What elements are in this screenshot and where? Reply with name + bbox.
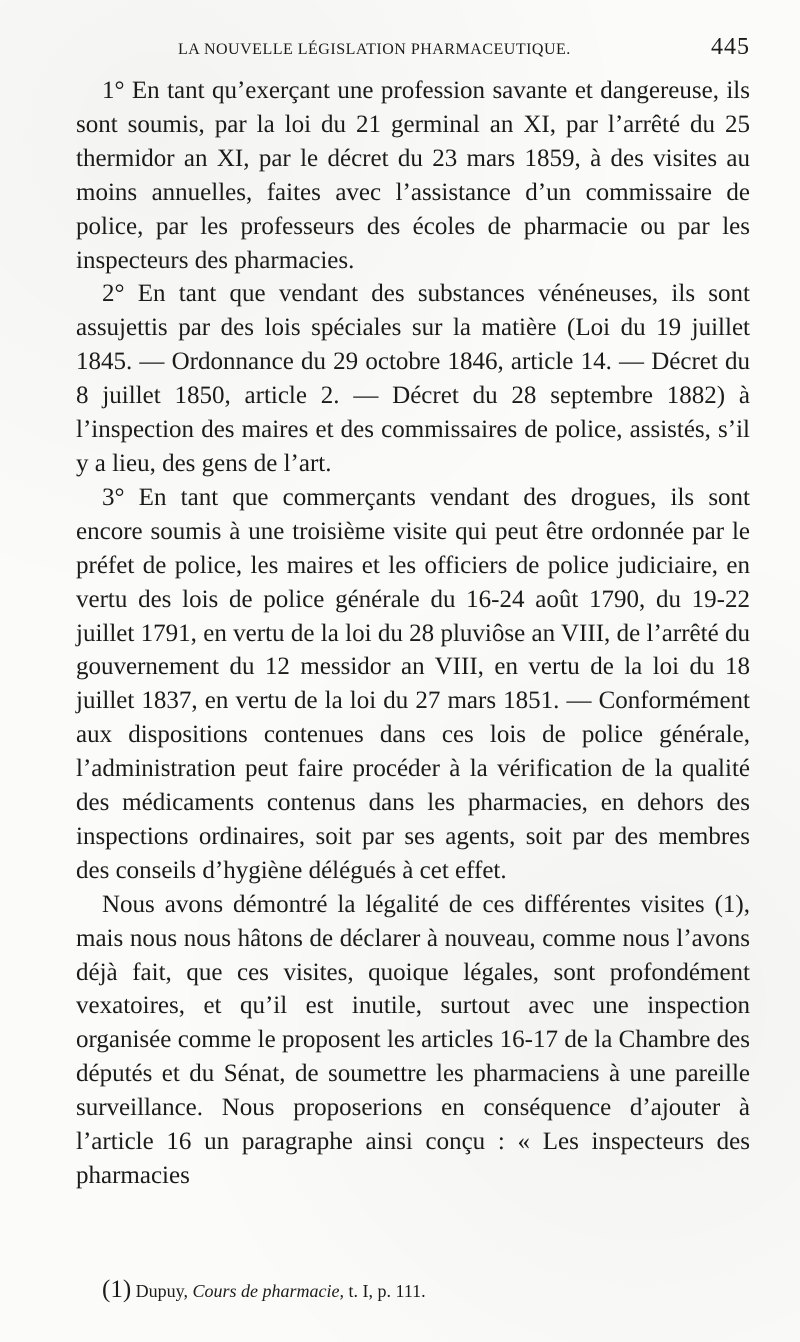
paragraph-4: Nous avons démontré la légalité de ces différentes visites (1), mais nous nous hâtons de déclarer à nouveau, comme nous l’avons déjà fait, que ces visites, quoique légales, sont profondément vexatoires, et qu’il est inutile, surtout avec une inspection organisée comme le proposent les articles 16-17 de la Chambre des députés et du Sénat, de soumettre les pharmaciens à une pareille surveillance. Nous proposerions en conséquence d’ajouter à l’article 16 un paragraphe ainsi conçu : « Les inspecteurs des pharmacies <box>76 890 750 1189</box>
footnote-work: Cours de pharmacie, <box>192 1281 344 1301</box>
running-title: LA NOUVELLE LÉGISLATION PHARMACEUTIQUE. <box>178 41 571 58</box>
paragraph-1: 1° En tant qu’exerçant une profession savante et dangereuse, ils sont soumis, par la loi du 21 germinal an XI, par l’arrêté du 25 thermidor an XI, par le décret du 23 mars 1859, à des visites au moins annuelles, faites avec l’assistance d’un commissaire de police, par les professeurs des écoles de pharmacie ou par les inspecteurs des pharmacies. <box>76 77 750 274</box>
paragraph-2: 2° En tant que vendant des substances vénéneuses, ils sont assujettis par des lois spéciales sur la matière (Loi du 19 juillet 1845. — Ordonnance du 29 octobre 1846, article 14. — Décret du 8 juillet 1850, article 2. — Décret du 28 septembre 1882) à l’inspection des maires et des commissaires de police, assistés, s’il y a lieu, des gens de l’art. <box>76 280 750 477</box>
paragraph-3: 3° En tant que commerçants vendant des drogues, ils sont encore soumis à une troisième visite qui peut être ordonnée par le préfet de police, les maires et les officiers de police judiciaire, en vertu des lois de police générale du 16-24 août 1790, du 19-22 juillet 1791, en vertu de la loi du 28 pluviôse an VIII, de l’arrêté du gouvernement du 12 messidor an VIII, en vertu de la loi du 18 juillet 1837, en vertu de la loi du 27 mars 1851. — Conformément aux dispositions contenues dans ces lois de police générale, l’administration peut faire procéder à la vérification de la qualité des médicaments contenus dans les pharmacies, en dehors des inspections ordinaires, soit par ses agents, soit par des membres des conseils d’hygiène délégués à cet effet. <box>76 483 750 884</box>
page-header <box>178 34 750 68</box>
page-number: 445 <box>711 34 750 60</box>
footnote-marker: (1) <box>102 1276 132 1303</box>
footnote-reference: t. I, p. 111. <box>348 1281 426 1301</box>
footnote-author: Dupuy, <box>135 1281 188 1301</box>
main-text <box>76 74 750 1193</box>
footnote <box>102 1278 722 1303</box>
